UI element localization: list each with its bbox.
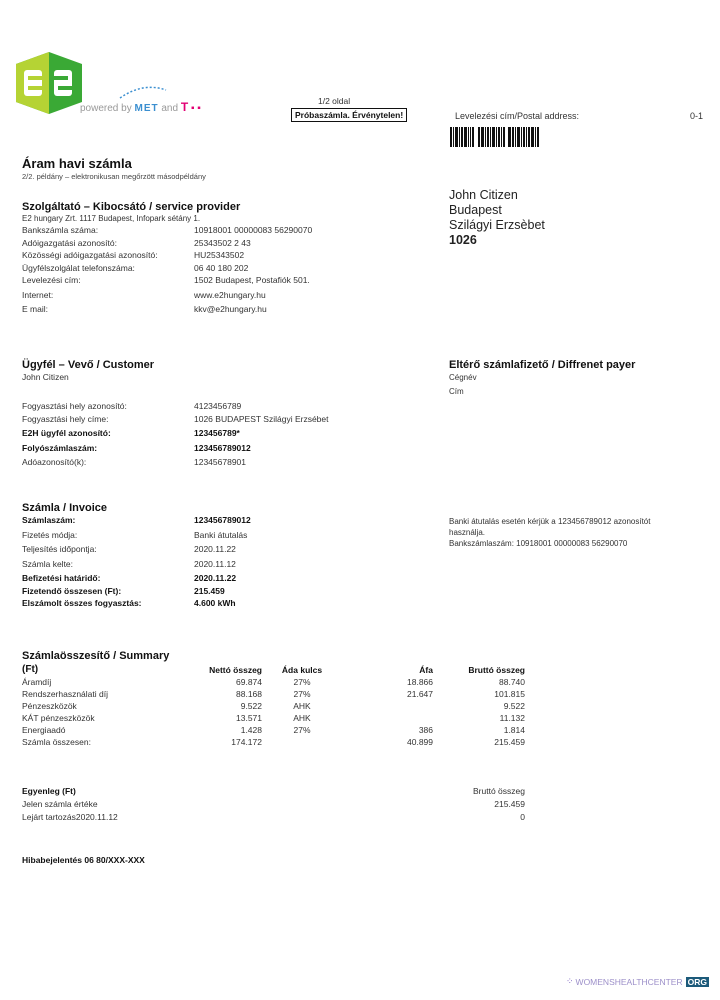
postal-address-label: Levelezési cím/Postal address:	[455, 111, 580, 121]
invoice-row: Befizetési határidő: 2020.11.22	[22, 573, 237, 583]
provider-address: E2 hungary Zrt. 1117 Budapest, Infopark sétány 1.	[22, 214, 201, 223]
balance-column-header: Bruttó összeg	[473, 786, 525, 796]
and-text: and	[161, 103, 179, 114]
balance-section	[22, 785, 525, 824]
invoice-row: Elszámolt összes fogyasztás: 4.600 kWh	[22, 598, 236, 608]
summary-row: Rendszerhasználati díj 88.168 27% 21.647 101.815	[22, 689, 525, 699]
watermark	[566, 976, 709, 987]
provider-row: Ügyfélszolgálat telefonszáma: 06 40 180 202	[22, 262, 249, 273]
watermark-text: WOMENSHEALTHCENTER	[575, 976, 683, 987]
invoice-subtitle: 2/2. példány – elektronikusan megőrzött másodpéldány	[22, 172, 206, 181]
powered-by-line	[80, 100, 201, 114]
customer-section	[22, 359, 329, 469]
invoice-row: Fizetés módja: Banki átutalás	[22, 529, 248, 540]
e2-logo-icon	[16, 52, 82, 114]
postal-code: 0-1	[690, 111, 704, 121]
website-link[interactable]: www.e2hungary.hu	[194, 289, 266, 300]
provider-heading: Szolgáltató – Kibocsátó / service provider	[22, 201, 241, 213]
e2-logo	[16, 52, 82, 114]
telekom-dots-icon: ▪ ▪	[188, 103, 201, 114]
customer-row: Folyószámlaszám: 123456789012	[22, 442, 251, 453]
invoice-row: Számla kelte: 2020.11.12	[22, 558, 236, 569]
recipient-city: Budapest	[449, 203, 502, 217]
email-link[interactable]: kkv@e2hungary.hu	[194, 304, 267, 314]
provider-row: E mail: kkv@e2hungary.hu	[22, 304, 267, 314]
met-logo-text: MET	[134, 103, 159, 114]
customer-row: E2H ügyfél azonosító: 123456789*	[22, 428, 240, 438]
invoice-heading: Számla / Invoice	[22, 502, 107, 514]
provider-row: Levelezési cím: 1502 Budapest, Postafiók 501.	[22, 275, 310, 285]
provider-section	[22, 201, 312, 316]
customer-row: Adóazonosító(k): 12345678901	[22, 457, 247, 467]
powered-by-text: powered by	[80, 103, 132, 114]
fault-report-line: Hibabejelentés 06 80/XXX-XXX	[22, 855, 145, 865]
recipient-street: Szilágyi Erzsèbet	[449, 218, 545, 232]
recipient-zip: 1026	[449, 233, 477, 247]
payer-address: Cím	[449, 387, 464, 396]
customer-heading: Ügyfél – Vevő / Customer	[22, 359, 155, 371]
invoice-row: Teljesítés időpontja: 2020.11.22	[22, 544, 236, 554]
payer-company: Cégnév	[449, 373, 477, 382]
watermark-tld: ORG	[687, 976, 707, 987]
provider-row: Internet: www.e2hungary.hu	[22, 289, 266, 300]
barcode	[450, 127, 540, 147]
summary-row: Áramdíj 69.874 27% 18.866 88.740	[22, 677, 525, 687]
provider-row: Bankszámla száma: 10918001 00000083 56290070	[22, 225, 313, 235]
page-indicator: 1/2 oldal	[318, 96, 351, 106]
summary-table	[22, 664, 525, 748]
provider-row: Közösségi adóigazgatási azonosító: HU25343502	[22, 250, 245, 260]
invoice-row: Számlaszám: 123456789012	[22, 515, 251, 525]
balance-heading: Egyenleg (Ft)	[22, 786, 76, 796]
summary-header-row: (Ft) Nettó összeg Áda kulcs Áfa Bruttó összeg	[22, 664, 525, 675]
customer-row: Fogyasztási hely címe: 1026 BUDAPEST Szilágyi Erzsébet	[22, 413, 329, 424]
invoice-row: Fizetendő összesen (Ft): 215.459	[22, 585, 225, 596]
summary-row: Pénzeszközök 9.522 AHK 9.522	[22, 701, 525, 711]
customer-row: Fogyasztási hely azonosító: 4123456789	[22, 401, 242, 411]
bank-transfer-note: Banki átutalás esetén kérjük a 123456789012 azonosítót használja. Bankszámlaszám: 10918001 00000083 56290070	[449, 517, 651, 548]
summary-heading: Számlaösszesítő / Summary	[22, 650, 170, 662]
balance-row: Jelen számla értéke 215.459	[22, 799, 525, 809]
customer-name: John Citizen	[22, 372, 69, 382]
recipient-name: John Citizen	[449, 188, 518, 202]
met-arc-icon	[118, 84, 168, 100]
balance-row: Lejárt tartozás2020.11.12 0	[22, 812, 525, 822]
invoice-title: Áram havi számla	[22, 156, 132, 171]
summary-row: KÁT pénzeszközök 13.571 AHK 11.132	[22, 713, 525, 723]
payer-heading: Eltérő számlafizető / Diffrenet payer	[449, 359, 636, 371]
provider-row: Adóigazgatási azonosító: 25343502 2 43	[22, 237, 251, 248]
summary-row: Energiaadó 1.428 27% 386 1.814	[22, 725, 525, 735]
dots-logo-icon: ⁘	[566, 976, 574, 986]
recipient-address	[449, 188, 545, 248]
summary-total-row: Számla összesen: 174.172 40.899 215.459	[22, 737, 525, 747]
invoice-section	[22, 502, 251, 610]
telekom-logo-text: T	[180, 100, 189, 114]
trial-invoice-stamp: Próbaszámla. Érvénytelen!	[291, 108, 407, 122]
payer-section	[449, 359, 635, 399]
